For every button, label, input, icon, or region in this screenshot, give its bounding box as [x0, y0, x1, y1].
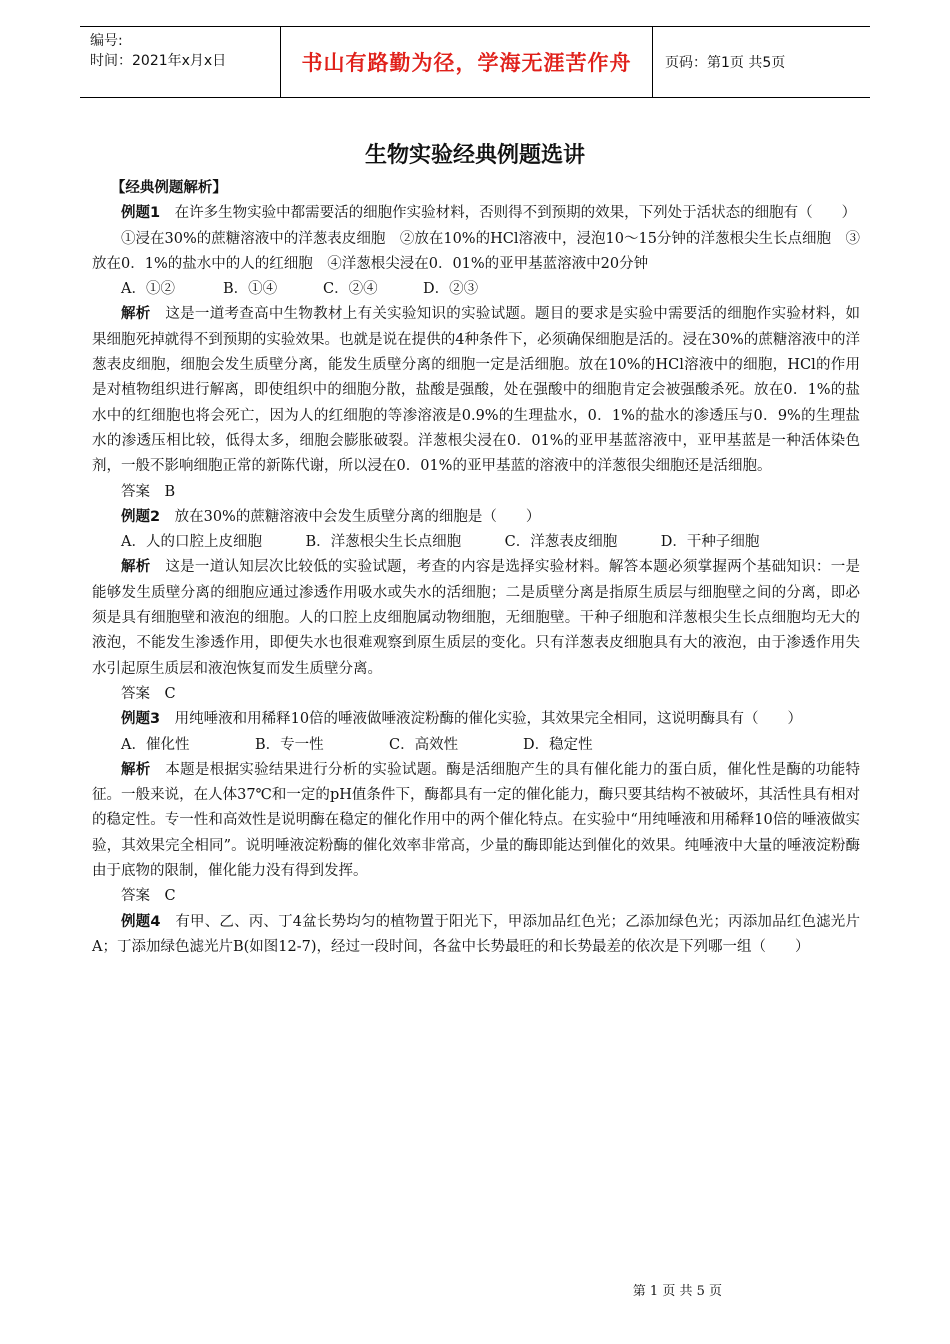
q3-option-a: A．催化性 — [121, 736, 190, 753]
q3-option-b: B．专一性 — [255, 736, 324, 753]
q1-options — [92, 277, 860, 302]
document-title: 生物实验经典例题选讲 — [364, 143, 585, 168]
section-heading: 【经典例题解析】 — [110, 180, 227, 196]
q2-answer: 答案 C — [121, 685, 176, 702]
q1-stem: 在许多生物实验中都需要活的细胞作实验材料，否则得不到预期的效果，下列处于活状态的细胞有（ ） — [160, 205, 857, 222]
q1-option-a: A．①② — [121, 281, 175, 298]
page-header — [80, 26, 870, 98]
q1-answer: 答案 B — [121, 483, 176, 500]
q2-analysis-paragraph — [92, 555, 860, 681]
q1-items: ①浸在30%的蔗糖溶液中的洋葱表皮细胞 ②放在10%的HCl溶液中，浸泡10～15分钟的洋葱根尖生长点细胞 ③放在0．1%的盐水中的人的红细胞 ④洋葱根尖浸在0．01%的亚甲基蓝溶液中20分钟 — [92, 230, 860, 272]
q3-stem: 用纯唾液和用稀释10倍的唾液做唾液淀粉酶的催化实验，其效果完全相同，这说明酶具有（ ） — [160, 711, 803, 728]
q3-options — [92, 733, 860, 758]
q4-stem: 有甲、乙、丙、丁4盆长势均匀的植物置于阳光下，甲添加品红色光；乙添加绿色光；丙添加品红色滤光片A；丁添加绿色滤光片B(如图12-7)，经过一段时间，各盆中长势最旺的和长势最差的依次是下列哪一组（ ） — [92, 913, 860, 955]
q2-stem-paragraph — [92, 505, 860, 530]
q3-option-c: C．高效性 — [389, 736, 459, 753]
header-motto: 书山有路勤为径，学海无涯苦作舟 — [281, 27, 653, 97]
q3-answer: 答案 C — [121, 888, 176, 905]
q1-stem-paragraph — [92, 201, 860, 226]
header-page-info: 页码：第1页 共5页 — [665, 55, 786, 71]
q1-option-c: C．②④ — [323, 281, 378, 298]
document-body — [92, 176, 860, 960]
q1-label: 例题1 — [121, 205, 161, 222]
q2-label: 例题2 — [121, 508, 161, 525]
q2-stem: 放在30%的蔗糖溶液中会发生质壁分离的细胞是（ ） — [160, 508, 541, 525]
header-number: 编号: — [90, 33, 123, 49]
q1-analysis: 这是一道考查高中生物教材上有关实验知识的实验试题。题目的要求是实验中需要活的细胞作实验材料，如果细胞死掉就得不到预期的实验效果。也就是说在提供的4种条件下，必须确保细胞是活的。浸在30%的蔗糖溶液中的洋葱表皮细胞，细胞会发生质壁分离，能发生质壁分离的细胞一定是活细胞。放在10%的HCl溶液中的细胞，HCl的作用是对植物组织进行解离，即使组织中的细胞分散，盐酸是强酸，处在强酸中的细胞肯定会被强酸杀死。放在0．1%的盐水中的红细胞也将会死亡，因为人的红细胞的等渗溶液是0.9%的生理盐水，0．1%的盐水的渗透压与0．9%的生理盐水的渗透压相比较，低得太多，细胞会膨胀破裂。洋葱根尖浸在0．01%的亚甲基蓝溶液中，亚甲基蓝是一种活体染色剂，一般不影响细胞正常的新陈代谢，所以浸在0．01%的亚甲基蓝的溶液中的洋葱很尖细胞还是活细胞。 — [92, 306, 861, 475]
q4-label: 例题4 — [121, 913, 161, 930]
q3-analysis-label: 解析 — [121, 761, 151, 778]
q3-option-d: D．稳定性 — [523, 736, 593, 753]
q3-label: 例题3 — [121, 711, 161, 728]
q2-analysis: 这是一道认知层次比较低的实验试题，考查的内容是选择实验材料。解答本题必须掌握两个基础知识：一是能够发生质壁分离的细胞应通过渗透作用吸水或失水的活细胞；二是质壁分离是指原生质层与细胞壁之间的分离，即必须是具有细胞壁和液泡的细胞。人的口腔上皮细胞属动物细胞，无细胞壁。干种子细胞和洋葱根尖生长点细胞均无大的液泡，不能发生渗透作用，即便失水也很难观察到原生质层的变化。只有洋葱表皮细胞具有大的液泡，由于渗透作用失水引起原生质层和液泡恢复而发生质壁分离。 — [92, 559, 861, 677]
page-footer: 第 1 页 共 5 页 — [632, 1284, 722, 1299]
q3-stem-paragraph — [92, 707, 860, 732]
header-time: 时间：2021年x月x日 — [90, 53, 227, 69]
q2-analysis-label: 解析 — [121, 559, 151, 576]
q1-option-d: D．②③ — [423, 281, 479, 298]
q3-analysis: 本题是根据实验结果进行分析的实验试题。酶是活细胞产生的具有催化能力的蛋白质，催化性是酶的功能特征。一般来说，在人体37℃和一定的pH值条件下，酶都具有一定的催化能力，酶只要其结构不被破坏，其活性具有相对的稳定性。专一性和高效性是说明酶在稳定的催化作用中的两个催化特点。在实验中“用纯唾液和用稀释10倍的唾液做实验，其效果完全相同”。说明唾液淀粉酶的催化效率非常高，少量的酶即能达到催化的效果。纯唾液中大量的唾液淀粉酶由于底物的限制，催化能力没有得到发挥。 — [92, 761, 861, 880]
q4-stem-paragraph — [92, 910, 860, 961]
q3-analysis-paragraph — [92, 758, 860, 884]
q1-analysis-paragraph — [92, 302, 860, 479]
q1-analysis-label: 解析 — [121, 306, 151, 323]
header-meta — [80, 27, 281, 97]
q1-option-b: B．①④ — [223, 281, 278, 298]
q2-options: A．人的口腔上皮细胞 B．洋葱根尖生长点细胞 C．洋葱表皮细胞 D．干种子细胞 — [121, 534, 760, 551]
